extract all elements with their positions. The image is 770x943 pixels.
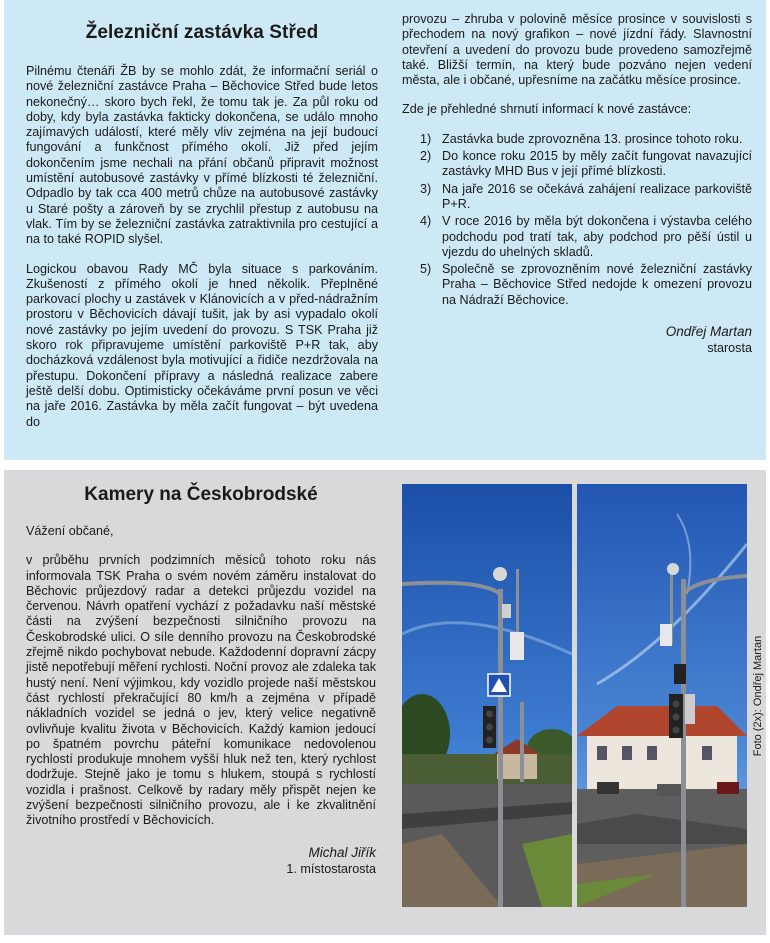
article-signature xyxy=(402,324,752,356)
photo-credit: Foto (2x): Ondřej Martan xyxy=(752,635,764,756)
article-paragraph: provozu – zhruba v polovině měsíce prosince v souvislosti s přechodem na nový grafikon – nové jízdní řády. Slavnostní otevření a uvedení do provozu bude provedeno samozřejmě také. Bližší termín, na který bude pozváno nejen vedení města, ale i občané, upřesníme na začátku měsíce prosince. xyxy=(402,12,752,88)
author-role: starosta xyxy=(707,341,752,356)
article-paragraph: v průběhu prvních podzimních měsíců tohoto roku nás informovala TSK Praha o svém novém záměru instalovat do Běchovic průjezdový radar a detekci průjezdu vozidel na červenou. Návrh opatření vychází z požadavku naší městské části na zvýšení bezpečnosti silničního provozu na Českobrodské ulici. O síle denního provozu na Českobrodské zřejmě nikdo pochybovat nebude. Každodenní dopravní zácpy jistě nepotřebují měření rychlosti. Noční provoz ale zdaleka tak hustý není. Není výjimkou, kdy vozidlo projede naší městskou část rychlostí překračující 80 km/h a zejména v případě nákladních vozidel se jedná o jev, který velice negativně ovlivňuje kvalitu života v Běchovicích. Každý kamion jedoucí po špatném povrchu páteřní komunikace nedovolenou rychlostí produkuje mnohem vyšší hluk než ten, který rychlost dodržuje. Stejně jako je tomu s hlukem, stoupá s rychlostí vozidla i prašnost. Celkově by radary měly přispět nejen ke zvýšení bezpečnosti silničního provozu, ale i ke zkvalitnění životního prostředí v Běchovicích. xyxy=(26,553,376,828)
list-item: 2) Do konce roku 2015 by měly začít fungovat navazující zastávky MHD Bus v její přímé blízkosti. xyxy=(420,149,752,179)
summary-list xyxy=(402,132,752,308)
article-paragraph: Pilnému čtenáři ŽB by se mohlo zdát, že informační seriál o nové železniční zastávce Praha – Běchovice Střed bude letos nekonečný… skoro bych řekl, že tomu tak je. Za půl roku od doby, kdy byla zastávka fakticky dokončena, se událo mnoho zajímavých událostí, které měly vliv zejména na její budoucí fungování a funkčnost přímého okolí. Již před jejím dokončením jsme nechali na přání občanů připravit možnost umístění autobusové zastávky v přímé blízkosti té železniční. Odpadlo by tak cca 400 metrů chůze na autobusové zastávky u Staré pošty a zároveň by se zrychlil přestup z autobusu na vlak. Tím by se železniční zastávka zatraktivnila pro cestující a na to také ROPID slyšel. xyxy=(26,64,378,247)
article-column-right xyxy=(402,12,752,356)
article-column-left xyxy=(26,22,378,430)
article-signature xyxy=(26,845,376,877)
article-railway-stop xyxy=(4,0,766,460)
author-name: Michal Jiřík xyxy=(308,844,376,860)
photo-traffic-pole-2 xyxy=(577,484,747,907)
article-cameras xyxy=(4,470,766,935)
list-item: 5) Společně se zprovozněním nové železniční zastávky Praha – Běchovice Střed nedojde k omezení provozu na Nádraží Běchovice. xyxy=(420,262,752,307)
summary-intro: Zde je přehledné shrnutí informací k nové zastávce: xyxy=(402,102,692,117)
photo-traffic-pole-1 xyxy=(402,484,572,907)
article-paragraph: Logickou obavou Rady MČ byla situace s parkováním. Zkušeností z přímého okolí je hned několik. Přeplněné parkovací plochy u zastávek v Klánovicích a v před-nádražním prostoru v Běchovicích dávají tušit, jak by asi vypadalo okolí nové zastávky po jejím uvedení do provozu. S TSK Praha již skoro rok připravujeme umístění parkoviště P+R tak, aby docházková vzdálenost byla motivující a řidiče nezdržovala na přestupu. Dokončení přípravy a následná realizace zabere ještě delší dobu. Optimisticky očekáváme první posun ve věci na jaře 2016. Zastávka by měla začít fungovat – být uvedena do xyxy=(26,261,378,429)
article-greeting: Vážení občané, xyxy=(26,524,114,538)
list-item: 1) Zastávka bude zprovozněna 13. prosince tohoto roku. xyxy=(420,131,743,146)
author-name: Ondřej Martan xyxy=(665,324,752,340)
article-title: Železniční zastávka Střed xyxy=(85,22,319,43)
article-title: Kamery na Českobrodské xyxy=(84,484,318,505)
author-role: 1. místostarosta xyxy=(286,861,376,876)
list-item: 3) Na jaře 2016 se očekává zahájení realizace parkoviště P+R. xyxy=(420,181,752,211)
article-text xyxy=(26,484,376,877)
list-item: 4) V roce 2016 by měla být dokončena i výstavba celého podchodu pod tratí tak, aby podchod pro pěší ústil u vjezdu do uhelných skladů. xyxy=(420,214,752,259)
